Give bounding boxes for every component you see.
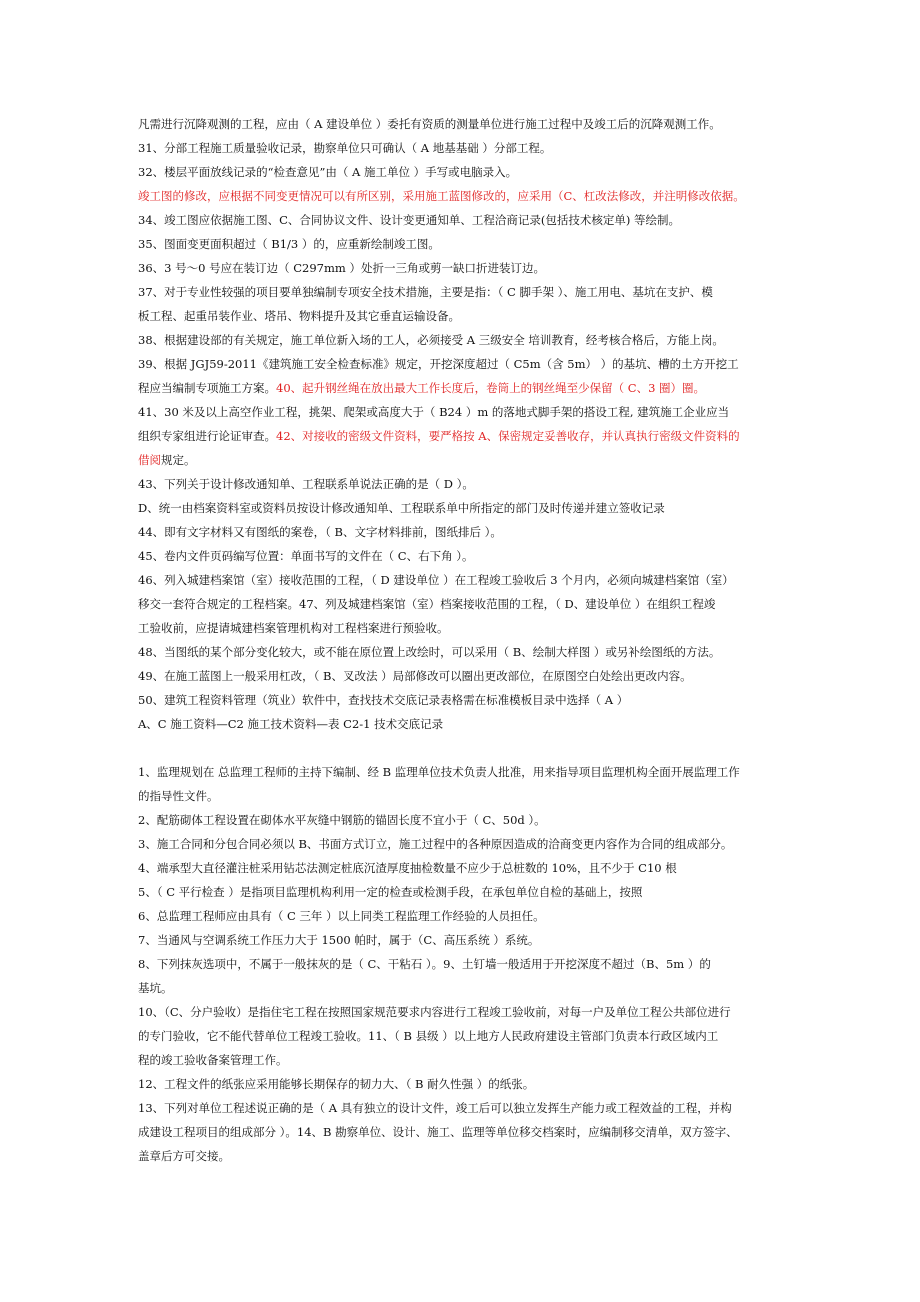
text-line — [138, 380, 798, 396]
text-segment: 借阅 — [138, 453, 161, 467]
text-line: 盖章后方可交接。 — [138, 1149, 230, 1163]
text-line: 1、监理规划在 总监理工程师的主持下编制、经 B 监理单位技术负责人批准，用来指导项目监理机构全面开展监理工作 — [138, 765, 740, 779]
text-line: 34、竣工图应依据施工图、C、合同协议文件、设计变更通知单、工程洽商记录(包括技术核定单) 等绘制。 — [138, 213, 681, 227]
text-line: A、C 施工资料—C2 施工技术资料—表 C2-1 技术交底记录 — [138, 717, 444, 731]
text-line: 8、下列抹灰选项中，不属于一般抹灰的是（ C、干粘石 ）。9、土钉墙一般适用于开挖深度不超过（B、5m ）的 — [138, 957, 711, 971]
text-line: 的专门验收，它不能代替单位工程竣工验收。11、（ B 县级 ）以上地方人民政府建设主管部门负责本行政区域内工 — [138, 1029, 719, 1043]
text-line: 43、下列关于设计修改通知单、工程联系单说法正确的是（ D ）。 — [138, 477, 474, 491]
text-line: 4、端承型大直径灌注桩采用钻芯法测定桩底沉渣厚度抽检数量不应少于总桩数的 10%，且不少于 C10 根 — [138, 861, 677, 875]
text-line — [138, 356, 798, 372]
text-line: 36、3 号～0 号应在装订边（ C297mm ）处折一三角或剪一缺口折进装订边。 — [138, 261, 545, 275]
text-line: 6、总监理工程师应由具有（ C 三年 ）以上同类工程监理工作经验的人员担任。 — [138, 909, 545, 923]
text-segment: 组织专家组进行论证审查。 — [138, 429, 276, 443]
text-line: D、统一由档案资料室或资料员按设计修改通知单、工程联系单中所指定的部门及时传递并建立签收记录 — [138, 501, 665, 515]
text-segment: 规定。 — [161, 453, 196, 467]
text-line: 竣工图的修改，应根据不同变更情况可以有所区别，采用施工蓝图修改的，应采用（C、杠改法修改，并注明修改依据。 — [138, 189, 745, 203]
text-segment: 39、根据 JGJ59-2011《建筑施工安全检查标准》规定，开挖深度超过（ C5m（含 5m） ）的基坑、槽的土方开挖工 — [138, 357, 739, 371]
text-line: 13、下列对单位工程述说正确的是（ A 具有独立的设计文件，竣工后可以独立发挥生产能力或工程效益的工程，并构 — [138, 1101, 732, 1115]
text-line: 45、卷内文件页码编写位置：单面书写的文件在（ C、右下角 ）。 — [138, 549, 474, 563]
text-line: 工验收前，应提请城建档案管理机构对工程档案进行预验收。 — [138, 621, 449, 635]
text-line: 5、（ C 平行检查 ）是指项目监理机构利用一定的检查或检测手段，在承包单位自检的基础上，按照 — [138, 885, 643, 899]
text-line: 3、施工合同和分包合同必须以 B、书面方式订立，施工过程中的各种原因造成的洽商变更内容作为合同的组成部分。 — [138, 837, 733, 851]
text-line: 37、对于专业性较强的项目要单独编制专项安全技术措施，主要是指：（ C 脚手架 ）、施工用电、基坑在支护、模 — [138, 285, 713, 299]
text-line: 7、当通风与空调系统工作压力大于 1500 帕时，属于（C、高压系统 ）系统。 — [138, 933, 540, 947]
text-line: 移交一套符合规定的工程档案。47、列及城建档案馆（室）档案接收范围的工程，（ D、建设单位 ）在组织工程竣 — [138, 597, 716, 611]
text-line — [138, 428, 798, 444]
text-line: 31、分部工程施工质量验收记录，勘察单位只可确认（ A 地基基础 ）分部工程。 — [138, 141, 552, 155]
text-line: 2、配筋砌体工程设置在砌体水平灰缝中钢筋的锚固长度不宜小于（ C、50d ）。 — [138, 813, 546, 827]
text-line: 49、在施工蓝图上一般采用杠改，（ B、叉改法 ）局部修改可以圈出更改部位，在原图空白处绘出更改内容。 — [138, 669, 692, 683]
text-line: 10、（C、分户验收）是指住宅工程在按照国家规范要求内容进行工程竣工验收前，对每一户及单位工程公共部位进行 — [138, 1005, 731, 1019]
text-line: 的指导性文件。 — [138, 789, 219, 803]
text-line: 46、列入城建档案馆（室）接收范围的工程，（ D 建设单位 ）在工程竣工验收后 3 个月内，必须向城建档案馆（室） — [138, 573, 734, 587]
text-line: 成建设工程项目的组成部分 ）。14、B 勘察单位、设计、施工、监理等单位移交档案时，应编制移交清单，双方签字、 — [138, 1125, 738, 1139]
text-segment: 42、对接收的密级文件资料，要严格按 A、保密规定妥善收存，并认真执行密级文件资料的 — [276, 429, 740, 443]
text-line: 48、当图纸的某个部分变化较大，或不能在原位置上改绘时，可以采用（ B、绘制大样图 ）或另补绘图纸的方法。 — [138, 645, 721, 659]
text-line: 41、30 米及以上高空作业工程，挑架、爬架或高度大于（ B24 ）m 的落地式脚手架的搭设工程, 建筑施工企业应当 — [138, 405, 730, 419]
text-line: 50、建筑工程资料管理（筑业）软件中，查找技术交底记录表格需在标准模板目录中选择（ A ） — [138, 693, 629, 707]
text-line: 35、图面变更面积超过（ B1/3 ）的，应重新绘制竣工图。 — [138, 237, 440, 251]
text-line: 凡需进行沉降观测的工程，应由（ A 建设单位 ）委托有资质的测量单位进行施工过程中及竣工后的沉降观测工作。 — [138, 117, 721, 131]
text-line — [138, 452, 798, 468]
text-segment: 程应当编制专项施工方案。 — [138, 381, 276, 395]
text-line: 基坑。 — [138, 981, 173, 995]
text-line: 32、楼层平面放线记录的“检查意见”由（ A 施工单位 ）手写或电脑录入。 — [138, 165, 518, 179]
text-line: 12、工程文件的纸张应采用能够长期保存的韧力大、（ B 耐久性强 ）的纸张。 — [138, 1077, 535, 1091]
text-line: 38、根据建设部的有关规定，施工单位新入场的工人，必须接受 A 三级安全 培训教育，经考核合格后，方能上岗。 — [138, 333, 724, 347]
text-segment: 40、起升钢丝绳在放出最大工作长度后，卷筒上的钢丝绳至少保留（ C、3 圈）圈。 — [276, 381, 706, 395]
text-line: 程的竣工验收备案管理工作。 — [138, 1053, 288, 1067]
text-line: 44、即有文字材料又有图纸的案卷，（ B、文字材料排前，图纸排后 ）。 — [138, 525, 502, 539]
text-line: 板工程、起重吊装作业、塔吊、物料提升及其它垂直运输设备。 — [138, 309, 460, 323]
